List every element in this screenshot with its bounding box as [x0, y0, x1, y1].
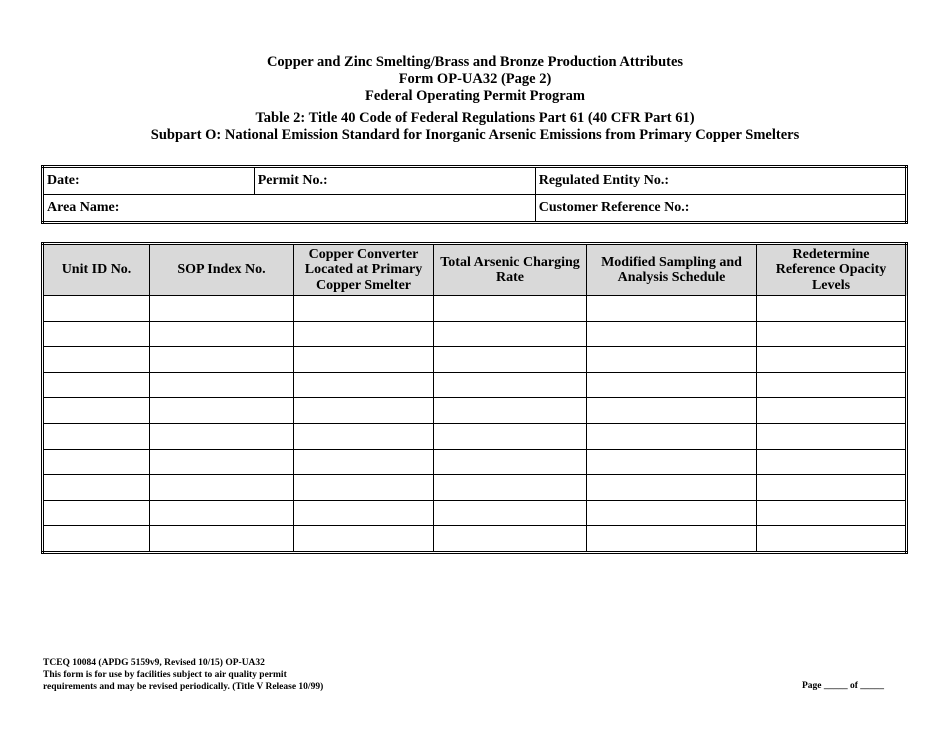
- customer-reference-field[interactable]: [535, 195, 906, 223]
- cell-sop-index[interactable]: [150, 526, 294, 553]
- table-row: [43, 423, 907, 449]
- cell-copper-converter[interactable]: [294, 500, 434, 526]
- cell-modified-sampling[interactable]: [587, 372, 757, 398]
- cell-reference-opacity[interactable]: [757, 449, 907, 475]
- cell-sop-index[interactable]: [150, 449, 294, 475]
- table-heading: [0, 110, 950, 144]
- cell-unit-id[interactable]: [43, 321, 150, 347]
- table-row: [43, 500, 907, 526]
- table-row: [43, 449, 907, 475]
- cell-arsenic-charging-rate[interactable]: [434, 500, 587, 526]
- info-row-1: [43, 167, 907, 195]
- usage-notice-line-2: requirements and may be revised periodically. (Title V Release 10/99): [43, 682, 324, 692]
- table-header-row: [43, 244, 907, 296]
- table-row: [43, 372, 907, 398]
- cell-copper-converter[interactable]: [294, 423, 434, 449]
- cell-reference-opacity[interactable]: [757, 296, 907, 322]
- cell-sop-index[interactable]: [150, 475, 294, 501]
- info-row-2: [43, 195, 907, 223]
- cell-unit-id[interactable]: [43, 372, 150, 398]
- usage-notice-line-1: This form is for use by facilities subject to air quality permit: [43, 670, 287, 680]
- column-header-copper-converter: Copper Converter Located at Primary Copper Smelter: [294, 244, 434, 296]
- cell-sop-index[interactable]: [150, 372, 294, 398]
- form-footer: [43, 657, 323, 693]
- cell-sop-index[interactable]: [150, 321, 294, 347]
- area-name-field[interactable]: [43, 195, 536, 223]
- cell-arsenic-charging-rate[interactable]: [434, 372, 587, 398]
- cell-modified-sampling[interactable]: [587, 449, 757, 475]
- customer-reference-label: Customer Reference No.:: [538, 200, 690, 215]
- date-field[interactable]: [43, 167, 255, 195]
- permit-number-label: Permit No.:: [257, 173, 328, 188]
- area-name-label: Area Name:: [47, 200, 120, 215]
- cell-unit-id[interactable]: [43, 398, 150, 424]
- column-header-arsenic-charging-rate: Total Arsenic Charging Rate: [434, 244, 587, 296]
- cell-arsenic-charging-rate[interactable]: [434, 296, 587, 322]
- cell-reference-opacity[interactable]: [757, 372, 907, 398]
- cell-sop-index[interactable]: [150, 296, 294, 322]
- cell-reference-opacity[interactable]: [757, 500, 907, 526]
- table-title: Table 2: Title 40 Code of Federal Regulations Part 61 (40 CFR Part 61): [255, 110, 695, 126]
- cell-sop-index[interactable]: [150, 500, 294, 526]
- form-number: Form OP-UA32 (Page 2): [398, 71, 552, 87]
- cell-copper-converter[interactable]: [294, 449, 434, 475]
- form-header: [0, 54, 950, 105]
- table-row: [43, 296, 907, 322]
- cell-reference-opacity[interactable]: [757, 398, 907, 424]
- page-number: Page _____ of _____: [801, 681, 884, 691]
- cell-unit-id[interactable]: [43, 423, 150, 449]
- cell-arsenic-charging-rate[interactable]: [434, 449, 587, 475]
- column-header-reference-opacity: Redetermine Reference Opacity Levels: [757, 244, 907, 296]
- cell-copper-converter[interactable]: [294, 526, 434, 553]
- cell-modified-sampling[interactable]: [587, 296, 757, 322]
- cell-modified-sampling[interactable]: [587, 398, 757, 424]
- cell-arsenic-charging-rate[interactable]: [434, 526, 587, 553]
- info-table: [41, 165, 908, 224]
- cell-arsenic-charging-rate[interactable]: [434, 321, 587, 347]
- cell-modified-sampling[interactable]: [587, 475, 757, 501]
- cell-modified-sampling[interactable]: [587, 526, 757, 553]
- cell-copper-converter[interactable]: [294, 372, 434, 398]
- cell-unit-id[interactable]: [43, 526, 150, 553]
- cell-copper-converter[interactable]: [294, 296, 434, 322]
- table-row: [43, 475, 907, 501]
- cell-arsenic-charging-rate[interactable]: [434, 423, 587, 449]
- cell-reference-opacity[interactable]: [757, 321, 907, 347]
- regulated-entity-field[interactable]: [535, 167, 906, 195]
- cell-unit-id[interactable]: [43, 475, 150, 501]
- cell-modified-sampling[interactable]: [587, 347, 757, 373]
- form-title: Copper and Zinc Smelting/Brass and Bronze Production Attributes: [266, 54, 684, 70]
- cell-arsenic-charging-rate[interactable]: [434, 475, 587, 501]
- cell-sop-index[interactable]: [150, 398, 294, 424]
- arsenic-attributes-table: [41, 242, 908, 554]
- cell-modified-sampling[interactable]: [587, 423, 757, 449]
- table-row: [43, 321, 907, 347]
- cell-reference-opacity[interactable]: [757, 423, 907, 449]
- column-header-modified-sampling: Modified Sampling and Analysis Schedule: [587, 244, 757, 296]
- form-id: TCEQ 10084 (APDG 5159v9, Revised 10/15) OP-UA32: [43, 658, 265, 668]
- cell-modified-sampling[interactable]: [587, 500, 757, 526]
- cell-copper-converter[interactable]: [294, 475, 434, 501]
- cell-unit-id[interactable]: [43, 296, 150, 322]
- cell-unit-id[interactable]: [43, 347, 150, 373]
- cell-sop-index[interactable]: [150, 423, 294, 449]
- cell-reference-opacity[interactable]: [757, 526, 907, 553]
- cell-arsenic-charging-rate[interactable]: [434, 398, 587, 424]
- cell-arsenic-charging-rate[interactable]: [434, 347, 587, 373]
- program-name: Federal Operating Permit Program: [365, 88, 585, 104]
- column-header-unit-id: Unit ID No.: [43, 244, 150, 296]
- cell-unit-id[interactable]: [43, 500, 150, 526]
- cell-sop-index[interactable]: [150, 347, 294, 373]
- permit-number-field[interactable]: [254, 167, 535, 195]
- cell-modified-sampling[interactable]: [587, 321, 757, 347]
- cell-reference-opacity[interactable]: [757, 347, 907, 373]
- cell-reference-opacity[interactable]: [757, 475, 907, 501]
- subpart-title: Subpart O: National Emission Standard for Inorganic Arsenic Emissions from Primary Copper Smelters: [150, 127, 800, 143]
- cell-copper-converter[interactable]: [294, 347, 434, 373]
- cell-copper-converter[interactable]: [294, 321, 434, 347]
- date-label: Date:: [47, 173, 80, 188]
- table-row: [43, 398, 907, 424]
- table-body: [43, 296, 907, 553]
- table-row: [43, 526, 907, 553]
- cell-unit-id[interactable]: [43, 449, 150, 475]
- column-header-sop-index: SOP Index No.: [150, 244, 294, 296]
- table-row: [43, 347, 907, 373]
- regulated-entity-label: Regulated Entity No.:: [538, 173, 669, 188]
- cell-copper-converter[interactable]: [294, 398, 434, 424]
